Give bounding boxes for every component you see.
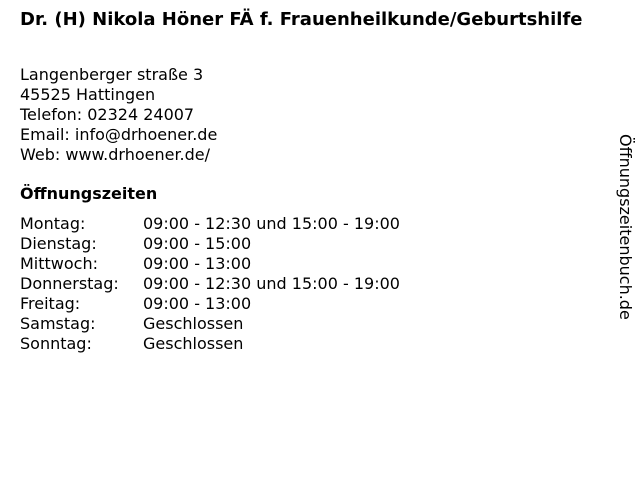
hours-day: Sonntag: [20, 334, 92, 353]
hours-row [20, 254, 400, 274]
postal-city: 45525 Hattingen [20, 85, 156, 104]
hours-row [20, 274, 400, 294]
website-address: Web: www.drhoener.de/ [20, 145, 211, 164]
hours-row [20, 314, 400, 334]
hours-time: 09:00 - 12:30 und 15:00 - 19:00 [143, 274, 400, 293]
hours-time: 09:00 - 13:00 [143, 254, 252, 273]
opening-hours-table [20, 214, 400, 354]
street-address: Langenberger straße 3 [20, 65, 204, 84]
hours-day: Dienstag: [20, 234, 97, 253]
hours-row [20, 214, 400, 234]
hours-time: Geschlossen [143, 334, 244, 353]
hours-row [20, 334, 400, 354]
contact-block [20, 65, 217, 165]
opening-hours-heading: Öffnungszeiten [20, 184, 158, 203]
hours-row [20, 294, 400, 314]
hours-time: 09:00 - 12:30 und 15:00 - 19:00 [143, 214, 400, 233]
hours-day: Freitag: [20, 294, 81, 313]
hours-row [20, 234, 400, 254]
practice-title: Dr. (H) Nikola Höner FÄ f. Frauenheilkunde/Geburtshilfe [20, 9, 583, 30]
phone-number: Telefon: 02324 24007 [20, 105, 195, 124]
site-watermark-label: Öffnungszeitenbuch.de [616, 134, 635, 320]
hours-day: Donnerstag: [20, 274, 119, 293]
hours-time: Geschlossen [143, 314, 244, 333]
hours-day: Samstag: [20, 314, 96, 333]
hours-time: 09:00 - 15:00 [143, 234, 252, 253]
email-address: Email: info@drhoener.de [20, 125, 218, 144]
hours-day: Mittwoch: [20, 254, 98, 273]
hours-day: Montag: [20, 214, 86, 233]
hours-time: 09:00 - 13:00 [143, 294, 252, 313]
